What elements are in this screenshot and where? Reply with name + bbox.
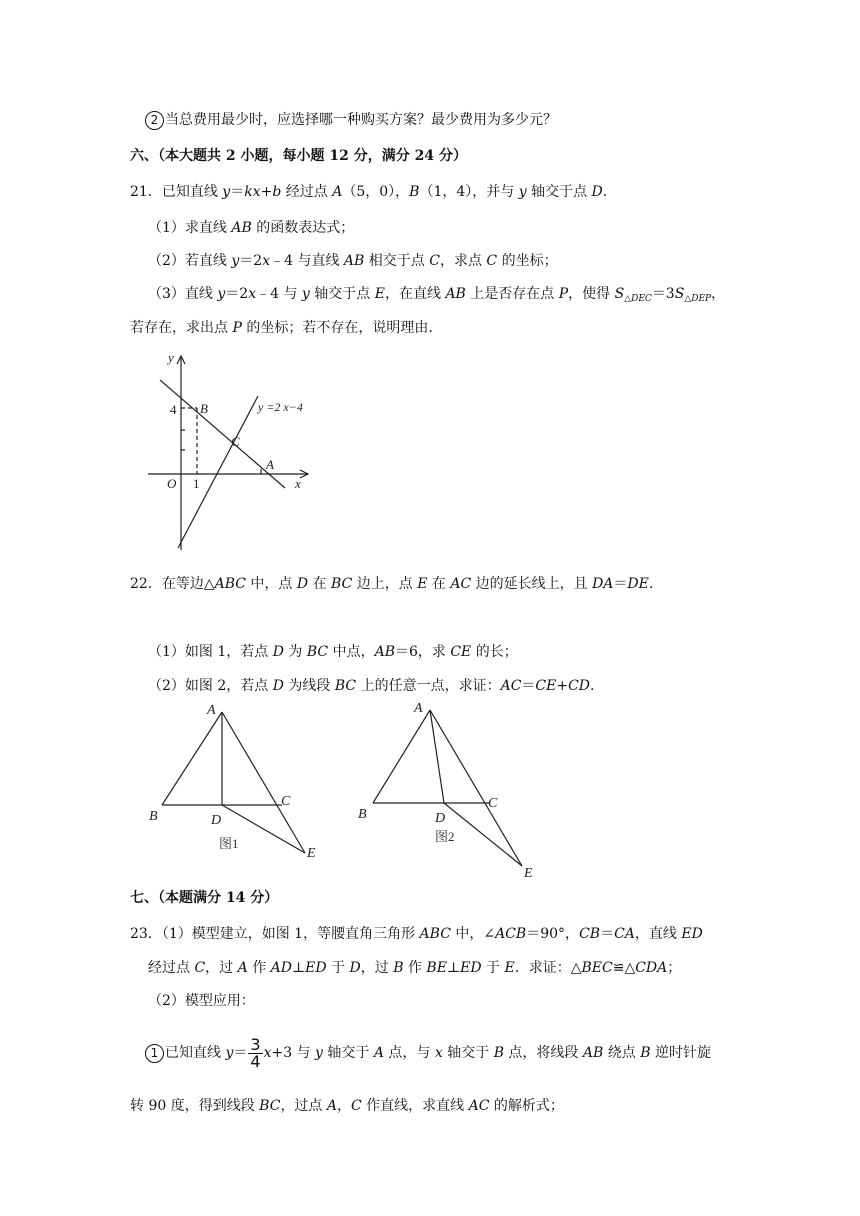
var: BC xyxy=(259,1098,281,1114)
q23-line-4 xyxy=(145,1036,711,1070)
var: E xyxy=(504,960,515,976)
var: x xyxy=(434,1045,443,1061)
text: ≌△ xyxy=(612,960,636,976)
tick-label-1: 1 xyxy=(193,476,200,491)
var: E xyxy=(374,286,385,302)
vertex-b-label: B xyxy=(358,807,367,822)
text: ＝6，求 xyxy=(394,644,451,660)
vertex-d-label: D xyxy=(211,813,222,828)
var: AB xyxy=(374,644,395,660)
point-b-label: B xyxy=(200,401,208,416)
var: CE xyxy=(535,678,557,694)
point-c-label: C xyxy=(231,434,240,449)
text: 作 xyxy=(403,960,427,976)
text: ，过 xyxy=(360,960,394,976)
origin-label: O xyxy=(167,476,177,491)
var: B xyxy=(393,960,404,976)
text: （1，4），并与 xyxy=(419,184,519,200)
text: 边上，点 xyxy=(352,576,418,592)
text: （2）若直线 xyxy=(148,253,232,269)
text: ＝2 xyxy=(239,253,263,269)
var: S xyxy=(674,286,685,302)
text: ﹣4 与 xyxy=(256,286,302,302)
var: C xyxy=(486,253,498,269)
text: 绕点 xyxy=(603,1045,641,1061)
figure-2-caption: 图2 xyxy=(435,829,455,844)
text: ，使得 xyxy=(568,286,615,302)
text: 的解析式； xyxy=(489,1098,564,1114)
var: A xyxy=(332,184,343,200)
vertex-d-label: D xyxy=(435,811,446,826)
text: 经过点 xyxy=(148,960,195,976)
vertex-b-label: B xyxy=(149,809,158,824)
text: 上是否存在点 xyxy=(465,286,559,302)
q23-line-5 xyxy=(130,1096,564,1116)
var: D xyxy=(296,576,309,592)
var: ED xyxy=(305,960,327,976)
var: ABC xyxy=(419,926,451,942)
var: x xyxy=(262,253,271,269)
q20-text: 当总费用最少时，应选择哪一种购买方案？最少费用为多少元？ xyxy=(165,112,557,128)
var: y xyxy=(315,1045,323,1061)
var: B xyxy=(640,1045,651,1061)
circled-number: 1 xyxy=(145,1044,164,1063)
text: ＝ xyxy=(613,576,628,592)
var: P xyxy=(232,320,242,336)
q21-number: 21． xyxy=(130,184,162,200)
text: 逆时针旋 xyxy=(650,1045,711,1061)
text: 轴交于点 xyxy=(309,286,375,302)
text: ﹣4 与直线 xyxy=(270,253,344,269)
var: D xyxy=(272,678,284,694)
text: 中点， xyxy=(328,644,375,660)
q22-stem xyxy=(130,574,653,594)
x-axis-label: x xyxy=(295,476,301,491)
text: 为 xyxy=(283,644,307,660)
segment-ac-extended xyxy=(222,712,305,853)
line-y-2x-4 xyxy=(178,396,258,548)
text: ＝ xyxy=(233,1045,248,1061)
text: ＝3 xyxy=(651,286,675,302)
var: A xyxy=(326,1098,338,1114)
fraction xyxy=(248,1034,262,1071)
text: ，求点 xyxy=(439,253,487,269)
var: C xyxy=(194,960,206,976)
var: BC xyxy=(334,678,357,694)
text: ，过点 xyxy=(280,1098,327,1114)
q22-part1 xyxy=(148,642,518,662)
section-6-title: 六、（本大题共 2 小题，每小题 12 分，满分 24 分） xyxy=(130,148,467,164)
q21-stem xyxy=(130,182,607,202)
var: D xyxy=(272,644,284,660)
text: ， xyxy=(337,1098,352,1114)
var: B xyxy=(493,1045,504,1061)
var: AB xyxy=(582,1045,604,1061)
q21-coordinate-figure xyxy=(140,350,320,555)
text: ； xyxy=(667,960,682,976)
text: 转 90 度，得到线段 xyxy=(130,1098,260,1114)
text: 若存在，求出点 xyxy=(130,320,233,336)
line-equation-label: y =2 x−4 xyxy=(258,400,303,414)
var: AB xyxy=(445,286,466,302)
vertex-e-label: E xyxy=(524,866,533,881)
var: A xyxy=(373,1045,384,1061)
q22-number: 22． xyxy=(130,576,162,592)
text: +3 与 xyxy=(271,1045,316,1061)
text: 经过点 xyxy=(281,184,333,200)
text: ⊥ xyxy=(292,960,306,976)
text: . xyxy=(602,184,608,200)
var: CE xyxy=(450,644,472,660)
q23-number: 23． xyxy=(130,926,162,942)
var: B xyxy=(409,184,420,200)
text: （1）模型建立，如图 1，等腰直角三角形 xyxy=(161,926,420,942)
text: ⊥ xyxy=(446,960,461,976)
text: ．求证：△ xyxy=(514,960,582,976)
var: ABC xyxy=(214,576,246,592)
q21-part2 xyxy=(148,251,558,271)
text: 轴交于 xyxy=(442,1045,494,1061)
text: 作直线，求直线 xyxy=(361,1098,469,1114)
text: ，过 xyxy=(205,960,238,976)
text: （1）如图 1，若点 xyxy=(148,644,273,660)
var: AB xyxy=(343,253,365,269)
text: 中，∠ xyxy=(450,926,496,942)
text: ， xyxy=(711,286,726,302)
text: 的坐标；若不存在，说明理由. xyxy=(241,320,433,336)
text: ＝ xyxy=(600,926,615,942)
text: 点，将线段 xyxy=(503,1045,583,1061)
text: （3）直线 xyxy=(148,286,218,302)
tick-label-4: 4 xyxy=(170,402,177,417)
segment-ad xyxy=(430,710,444,803)
text: ，在直线 xyxy=(384,286,446,302)
text: ＝90°， xyxy=(526,926,580,942)
var: AC xyxy=(450,576,472,592)
segment-de xyxy=(444,803,522,866)
var: DE xyxy=(627,576,649,592)
y-axis-label: y xyxy=(168,350,174,365)
text: ＝2 xyxy=(225,286,249,302)
text: 已知直线 xyxy=(165,1045,226,1061)
circled-number: 2 xyxy=(145,111,164,130)
denominator: 4 xyxy=(250,1051,261,1071)
q21-part3 xyxy=(148,284,725,309)
text: 已知直线 xyxy=(161,184,223,200)
text: 点，与 xyxy=(383,1045,435,1061)
var: P xyxy=(558,286,569,302)
figure-1-caption: 图1 xyxy=(219,836,239,851)
var: y xyxy=(518,184,527,200)
vertex-a-label: A xyxy=(207,703,216,718)
var: DA xyxy=(592,576,614,592)
text: 在 xyxy=(308,576,332,592)
text: 的函数表达式； xyxy=(251,220,355,236)
var: CDA xyxy=(635,960,668,976)
point-a-label: A xyxy=(266,457,274,472)
text: 为线段 xyxy=(283,678,335,694)
var: A xyxy=(237,960,248,976)
q23-line-3: （2）模型应用： xyxy=(148,993,255,1009)
text: 作 xyxy=(247,960,271,976)
subscript: △DEP xyxy=(684,294,712,304)
text: 的坐标； xyxy=(497,253,558,269)
var: AD xyxy=(270,960,292,976)
var: D xyxy=(349,960,361,976)
var: AC xyxy=(468,1098,490,1114)
var: D xyxy=(591,184,603,200)
text: . xyxy=(648,576,654,592)
q21-part1 xyxy=(148,218,354,238)
q22-figure-2 xyxy=(350,700,550,885)
var: kx xyxy=(244,184,261,200)
text: 于 xyxy=(326,960,350,976)
var: x xyxy=(248,286,257,302)
text: 轴交于点 xyxy=(526,184,592,200)
var: C xyxy=(351,1098,362,1114)
var: BC xyxy=(306,644,329,660)
text: 上的任意一点，求证： xyxy=(356,678,501,694)
var: ED xyxy=(681,926,703,942)
text: 相交于点 xyxy=(364,253,430,269)
text: + xyxy=(556,678,569,694)
var: CA xyxy=(614,926,635,942)
q23-line-1 xyxy=(130,924,703,944)
text: ＝ xyxy=(230,184,245,200)
var: CD xyxy=(568,678,591,694)
var: C xyxy=(429,253,440,269)
q23-line-2 xyxy=(148,958,681,978)
text: . xyxy=(590,678,595,694)
subscript: △DEC xyxy=(624,294,652,304)
vertex-c-label: C xyxy=(281,794,291,809)
var: S xyxy=(614,286,625,302)
text: 中，点 xyxy=(245,576,297,592)
text: （2）如图 2，若点 xyxy=(148,678,273,694)
text: 轴交于 xyxy=(322,1045,374,1061)
numerator: 3 xyxy=(250,1034,261,1054)
var: y xyxy=(217,286,226,302)
var: BEC xyxy=(581,960,613,976)
var: x xyxy=(263,1045,272,1061)
text: + xyxy=(260,184,273,200)
text: ，直线 xyxy=(634,926,682,942)
var: y xyxy=(225,1045,234,1061)
var: CB xyxy=(579,926,601,942)
var: BE xyxy=(426,960,447,976)
var: y xyxy=(222,184,231,200)
text: 在 xyxy=(427,576,451,592)
text: 于 xyxy=(481,960,505,976)
var: ACB xyxy=(495,926,527,942)
vertex-c-label: C xyxy=(488,796,498,811)
var: ED xyxy=(460,960,482,976)
var: AB xyxy=(231,220,252,236)
var: E xyxy=(417,576,428,592)
text: ＝ xyxy=(521,678,536,694)
var: AC xyxy=(500,678,522,694)
q22-part2 xyxy=(148,676,594,696)
text: （5，0）， xyxy=(342,184,410,200)
var: BC xyxy=(331,576,353,592)
q22-figure-1 xyxy=(145,700,335,870)
q20-line xyxy=(145,110,557,130)
segment-ab xyxy=(373,710,430,803)
var: y xyxy=(301,286,310,302)
vertex-a-label: A xyxy=(414,701,423,716)
section-7-title: 七、（本题满分 14 分） xyxy=(130,890,279,906)
text: 边的延长线上，且 xyxy=(471,576,593,592)
q21-part3-cont xyxy=(130,318,433,338)
text: 在等边△ xyxy=(161,576,215,592)
var: b xyxy=(272,184,282,200)
segment-ab xyxy=(162,712,222,805)
text: （1）求直线 xyxy=(148,220,232,236)
text: 的长； xyxy=(471,644,518,660)
vertex-e-label: E xyxy=(307,846,316,861)
var: y xyxy=(231,253,240,269)
